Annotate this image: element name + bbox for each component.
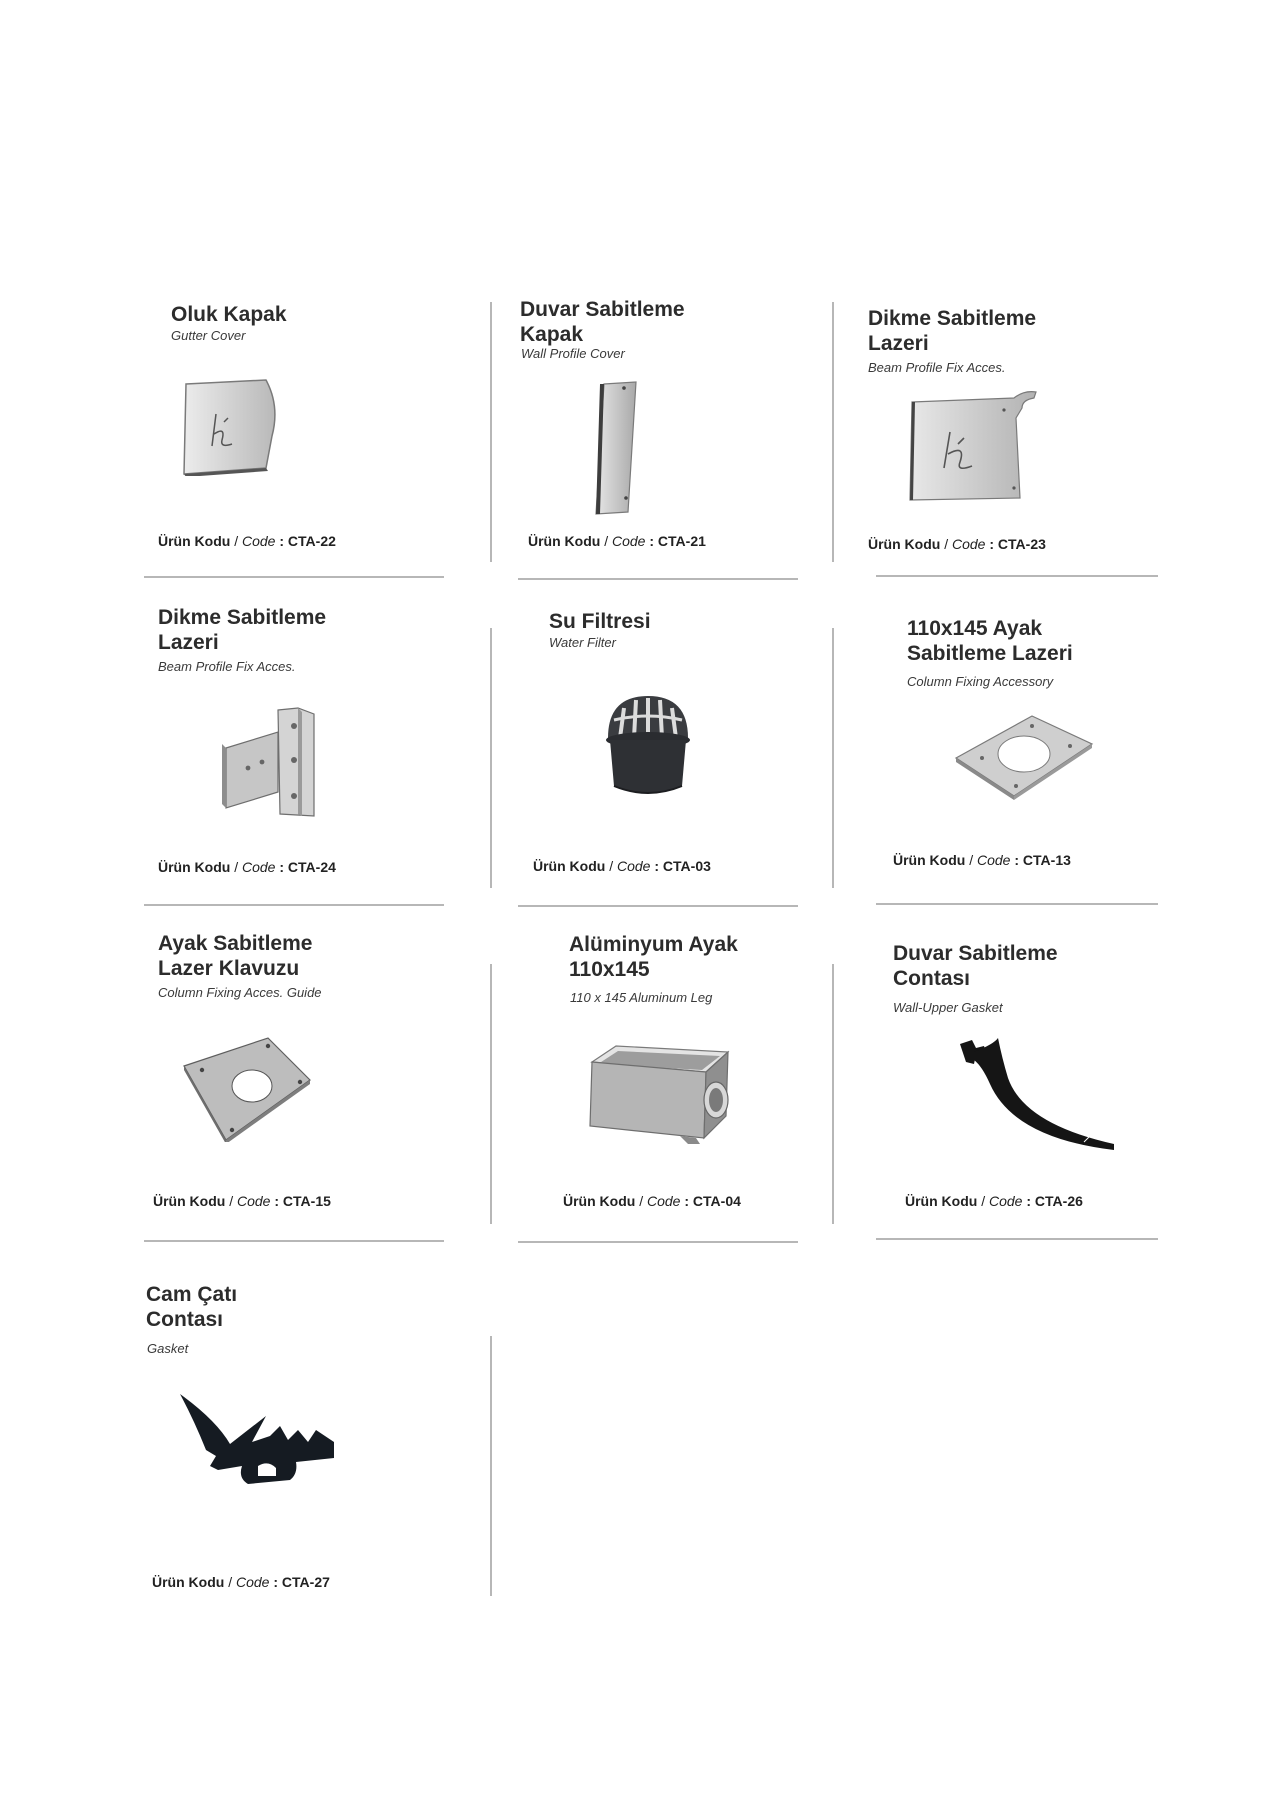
product-title: 110x145 Ayak Sabitleme Lazeri (907, 617, 1073, 665)
code-value: CTA-03 (662, 858, 711, 874)
divider-vertical (490, 628, 492, 888)
code-label-en: Code (617, 858, 651, 874)
code-colon: : (1010, 852, 1023, 868)
product-code (905, 1193, 1083, 1209)
code-sep: / (977, 1193, 989, 1209)
code-value: CTA-24 (287, 859, 336, 875)
code-label: Ürün Kodu (868, 536, 941, 552)
code-colon: : (645, 533, 658, 549)
product-subtitle: Column Fixing Acces. Guide (158, 985, 322, 1000)
code-label: Ürün Kodu (905, 1193, 978, 1209)
code-label: Ürün Kodu (893, 852, 966, 868)
code-label: Ürün Kodu (152, 1574, 225, 1590)
code-value: CTA-04 (692, 1193, 741, 1209)
product-subtitle: Gutter Cover (171, 328, 246, 343)
product-title: Dikme Sabitleme Lazeri (868, 307, 1037, 355)
wall-profile-cover-image (584, 380, 640, 516)
code-colon: : (1022, 1193, 1035, 1209)
code-value: CTA-22 (287, 533, 336, 549)
product-subtitle: Wall Profile Cover (521, 346, 625, 361)
product-subtitle: 110 x 145 Aluminum Leg (570, 990, 713, 1005)
divider-vertical (832, 302, 834, 562)
beam-profile-plate-image (904, 388, 1040, 504)
wall-gasket-image (954, 1034, 1120, 1154)
product-code (158, 533, 336, 549)
product-code (868, 536, 1046, 552)
divider-vertical (832, 964, 834, 1224)
divider-row1-col1 (144, 576, 444, 578)
code-label: Ürün Kodu (158, 859, 231, 875)
divider-row1-col3 (876, 575, 1158, 577)
code-label-en: Code (242, 533, 276, 549)
product-title: Alüminyum Ayak 110x145 (569, 933, 738, 981)
divider-vertical (490, 1336, 492, 1596)
code-label: Ürün Kodu (153, 1193, 226, 1209)
column-fixing-plate-image (952, 712, 1096, 804)
divider-row3-col2 (518, 1241, 798, 1243)
code-label-en: Code (612, 533, 646, 549)
roof-gasket-image (176, 1390, 338, 1494)
product-subtitle: Column Fixing Accessory (907, 674, 1054, 689)
water-filter-image (600, 690, 696, 800)
product-title: Duvar Sabitleme Contası (893, 942, 1058, 990)
product-subtitle: Wall-Upper Gasket (893, 1000, 1003, 1015)
product-code (158, 859, 336, 875)
code-colon: : (275, 533, 288, 549)
divider-row2-col3 (876, 903, 1158, 905)
code-label-en: Code (237, 1193, 271, 1209)
code-label-en: Code (989, 1193, 1023, 1209)
column-guide-plate-image (180, 1030, 326, 1142)
code-sep: / (940, 536, 952, 552)
divider-row1-col2 (518, 578, 798, 580)
code-sep: / (225, 1193, 237, 1209)
divider-row3-col1 (144, 1240, 444, 1242)
divider-vertical (490, 302, 492, 562)
divider-vertical (832, 628, 834, 888)
code-colon: : (275, 859, 288, 875)
product-title: Cam Çatı Contası (146, 1283, 238, 1331)
code-label-en: Code (242, 859, 276, 875)
code-value: CTA-27 (281, 1574, 330, 1590)
code-colon: : (269, 1574, 282, 1590)
product-title: Oluk Kapak (171, 303, 287, 326)
code-colon: : (270, 1193, 283, 1209)
code-value: CTA-26 (1034, 1193, 1083, 1209)
product-code (533, 858, 711, 874)
code-label-en: Code (236, 1574, 270, 1590)
code-colon: : (650, 858, 663, 874)
code-label: Ürün Kodu (533, 858, 606, 874)
code-value: CTA-21 (657, 533, 706, 549)
code-label: Ürün Kodu (158, 533, 231, 549)
code-label-en: Code (647, 1193, 681, 1209)
code-label: Ürün Kodu (528, 533, 601, 549)
divider-row2-col2 (518, 905, 798, 907)
beam-bracket-image (218, 704, 324, 820)
code-sep: / (600, 533, 612, 549)
code-sep: / (605, 858, 617, 874)
product-title: Dikme Sabitleme Lazeri (158, 606, 327, 654)
code-sep: / (230, 533, 242, 549)
product-subtitle: Beam Profile Fix Acces. (158, 659, 296, 674)
code-value: CTA-13 (1022, 852, 1071, 868)
product-code (893, 852, 1071, 868)
product-code (528, 533, 706, 549)
product-code (153, 1193, 331, 1209)
aluminum-leg-image (584, 1040, 740, 1152)
divider-vertical (490, 964, 492, 1224)
code-sep: / (635, 1193, 647, 1209)
code-sep: / (224, 1574, 236, 1590)
product-code (563, 1193, 741, 1209)
product-subtitle: Beam Profile Fix Acces. (868, 360, 1006, 375)
code-sep: / (965, 852, 977, 868)
code-value: CTA-23 (997, 536, 1046, 552)
code-label-en: Code (977, 852, 1011, 868)
code-sep: / (230, 859, 242, 875)
code-colon: : (985, 536, 998, 552)
code-label-en: Code (952, 536, 986, 552)
code-value: CTA-15 (282, 1193, 331, 1209)
product-title: Ayak Sabitleme Lazer Klavuzu (158, 932, 313, 980)
divider-row3-col3 (876, 1238, 1158, 1240)
product-title: Duvar Sabitleme Kapak (520, 298, 685, 346)
product-subtitle: Gasket (147, 1341, 189, 1356)
divider-row2-col1 (144, 904, 444, 906)
product-title: Su Filtresi (549, 610, 651, 633)
code-colon: : (680, 1193, 693, 1209)
code-label: Ürün Kodu (563, 1193, 636, 1209)
product-code (152, 1574, 330, 1590)
gutter-cover-image (176, 376, 286, 476)
product-subtitle: Water Filter (549, 635, 616, 650)
